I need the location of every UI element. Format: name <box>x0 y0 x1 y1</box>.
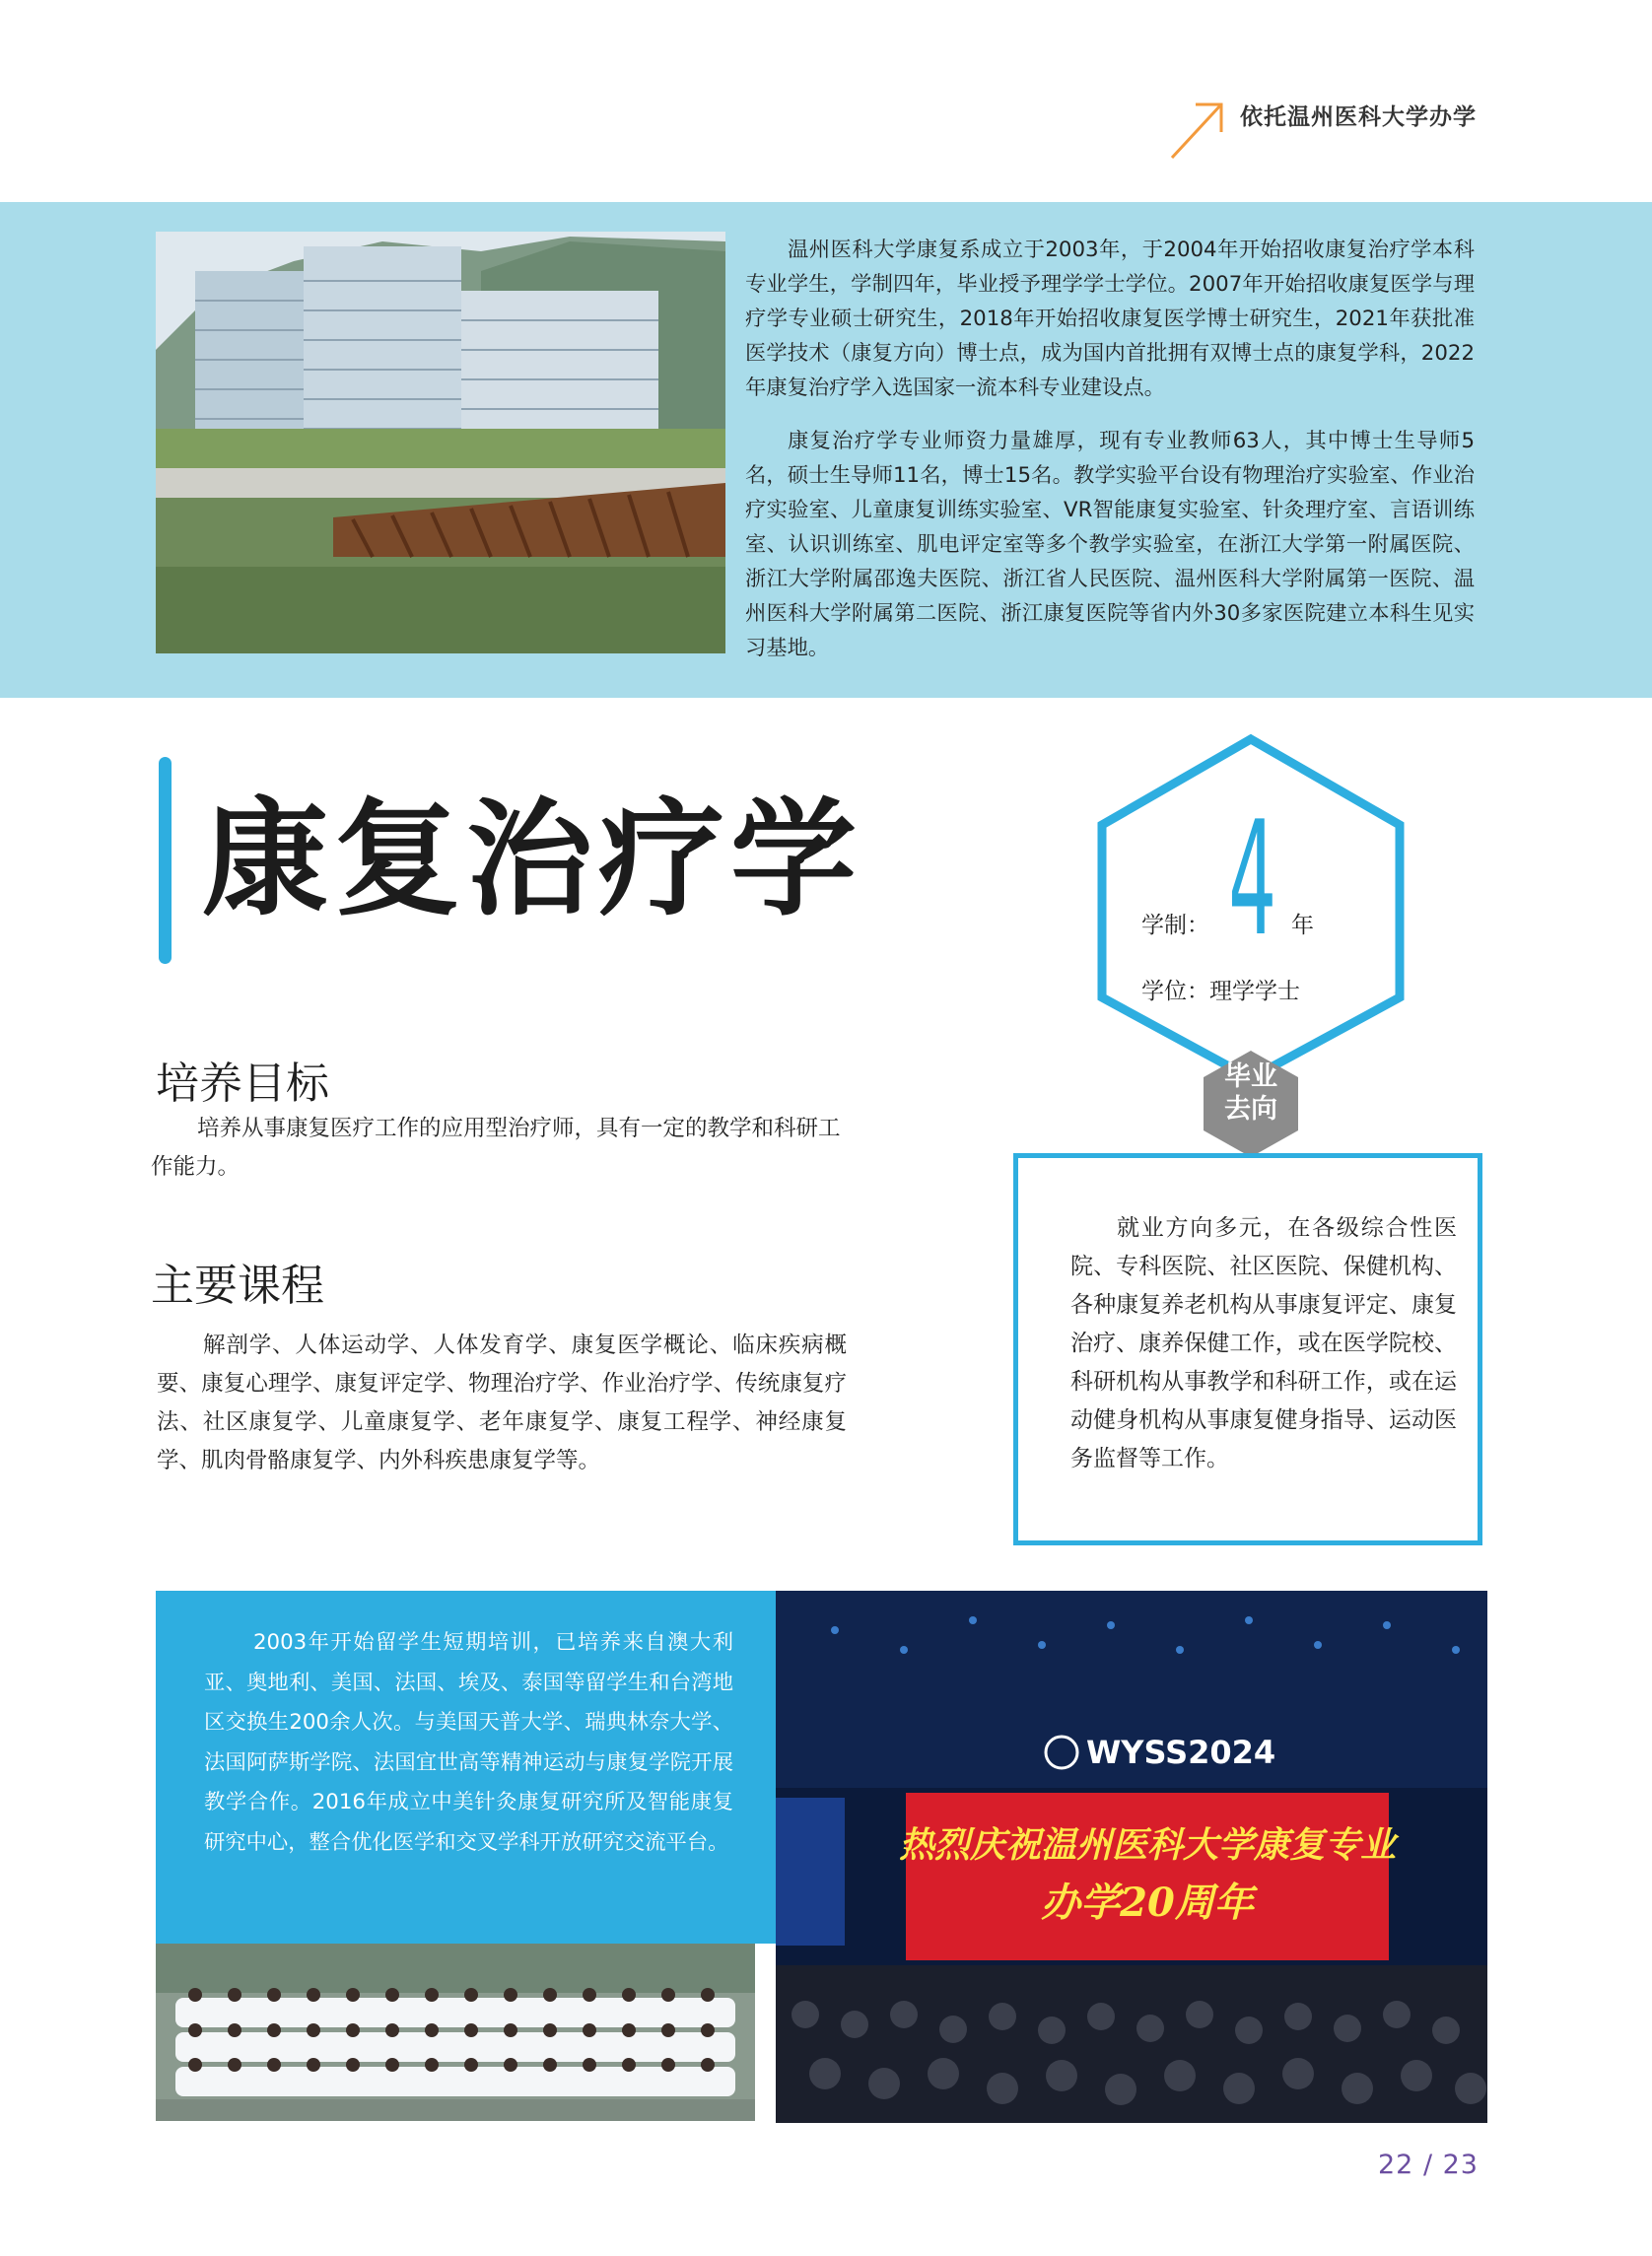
international-text: 2003年开始留学生短期培训，已培养来自澳大利亚、奥地利、美国、法国、埃及、泰国等留学生和台湾地区交换生200余人次。与美国天普大学、瑞典林奈大学、法国阿萨斯学院、法国宜世高等精神运动与康复学院开展教学合作。2016年成立中美针灸康复研究所及智能康复研究中心，整合优化医学和交叉学科开放研究交流平台。 <box>204 1630 733 1855</box>
campus-photo <box>156 232 725 653</box>
intro-paragraph: 康复治疗学专业师资力量雄厚，现有专业教师63人，其中博士生导师5名，硕士生导师11名，博士15名。教学实验平台设有物理治疗实验室、作业治疗实验室、儿童康复训练实验室、VR智能康复实验室、针灸理疗室、言语训练室、认识训练室、肌电评定室等多个教学实验室，在浙江大学第一附属医院、浙江大学附属邵逸夫医院、浙江省人民医院、温州医科大学附属第一医院、温州医科大学附属第二医院、浙江康复医院等省内外30多家医院建立本科生见实习基地。 <box>745 429 1475 660</box>
duration-value: 4 <box>1228 786 1277 971</box>
event-logo-text: WYSS2024 <box>1086 1734 1276 1771</box>
goal-heading: 培养目标 <box>156 1059 329 1109</box>
intro-paragraph: 温州医科大学康复系成立于2003年，于2004年开始招收康复治疗学本科专业学生，学制四年，毕业授予理学学士学位。2007年开始招收康复医学与理疗学专业硕士研究生，2018年开始招收康复医学博士研究生，2021年获批准医学技术（康复方向）博士点，成为国内首批拥有双博士点的康复学科，2022年康复治疗学入选国家一流本科专业建设点。 <box>745 238 1475 400</box>
career-label-line: 去向 <box>1224 1094 1277 1125</box>
duration-label: 学制： <box>1141 913 1209 938</box>
career-text: 就业方向多元，在各级综合性医院、专科医院、社区医院、保健机构、各种康复养老机构从事康复评定、康复治疗、康养保健工作，或在医学院校、科研机构从事教学和科研工作，或在运动健身机构从事康复健身指导、运动医务监督等工作。 <box>1070 1215 1457 1471</box>
event-banner-line: 办学20周年 <box>1041 1880 1254 1926</box>
event-photo <box>776 1591 1487 2123</box>
duration-unit: 年 <box>1291 913 1314 938</box>
group-photo <box>156 1944 755 2121</box>
arrow-icon <box>1168 97 1227 162</box>
degree-info: 学位：理学学士 <box>1141 979 1300 1004</box>
course-text: 解剖学、人体运动学、人体发育学、康复医学概论、临床疾病概要、康复心理学、康复评定学、物理治疗学、作业治疗学、传统康复疗法、社区康复学、儿童康复学、老年康复学、康复工程学、神经康复学、肌肉骨骼康复学、内外科疾患康复学等。 <box>157 1333 847 1473</box>
page-number: 22 / 23 <box>1378 2150 1479 2180</box>
goal-text: 培养从事康复医疗工作的应用型治疗师，具有一定的教学和科研工作能力。 <box>151 1116 841 1180</box>
event-banner-line: 热烈庆祝温州医科大学康复专业 <box>898 1824 1397 1866</box>
header-tagline: 依托温州医科大学办学 <box>1240 104 1477 130</box>
career-label-line: 毕业 <box>1224 1061 1277 1092</box>
career-label <box>1201 1060 1301 1126</box>
title-accent-bar <box>159 757 172 964</box>
course-heading: 主要课程 <box>151 1261 324 1311</box>
major-title: 康复治疗学 <box>202 786 863 933</box>
